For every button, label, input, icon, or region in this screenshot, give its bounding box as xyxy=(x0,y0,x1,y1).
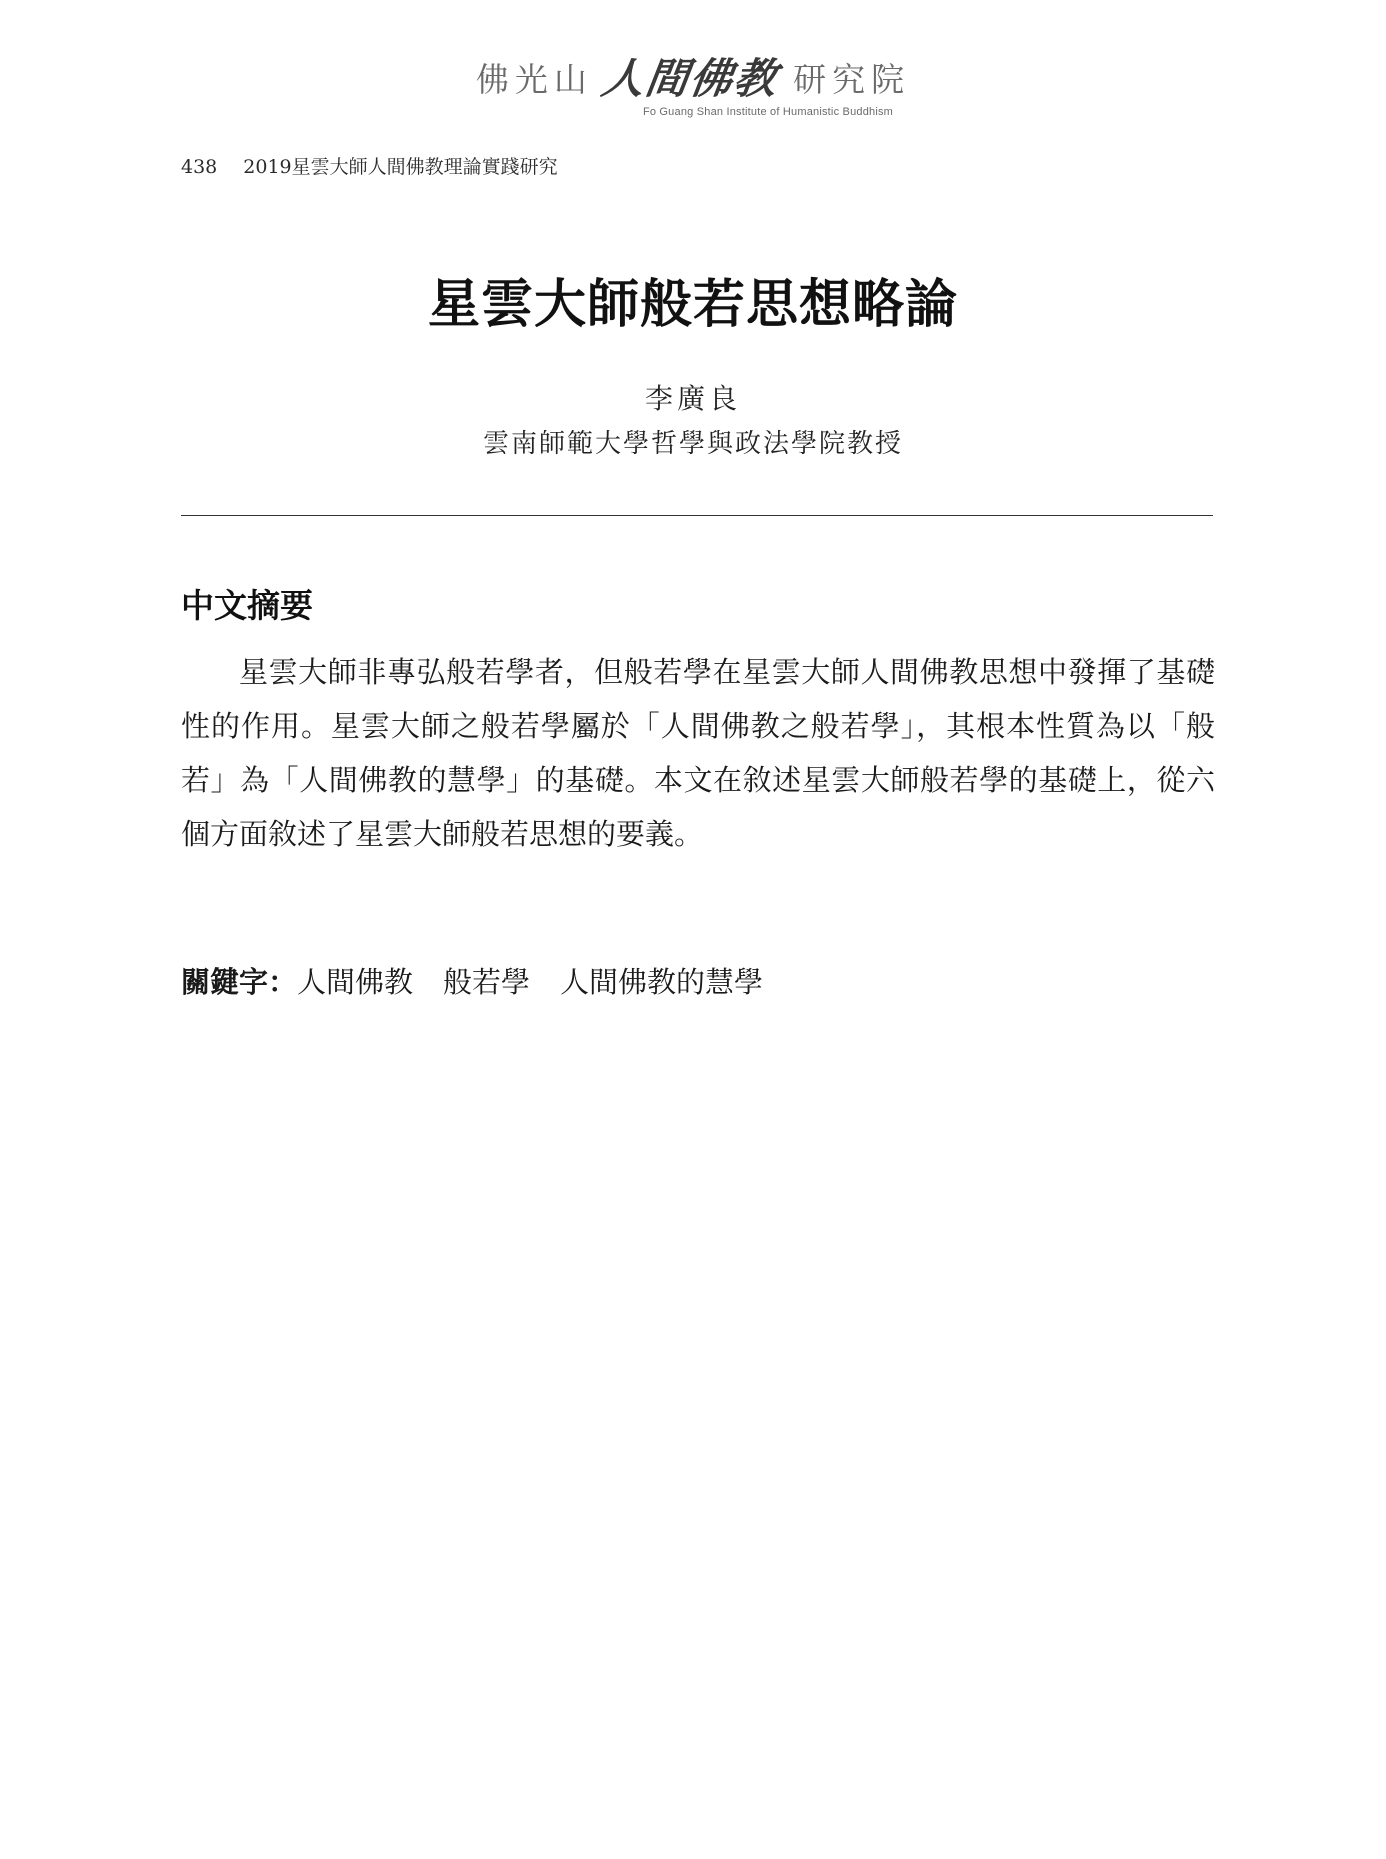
keyword-item: 人間佛教的慧學 xyxy=(560,965,764,999)
abstract-heading: 中文摘要 xyxy=(181,586,313,625)
logo-wordmark xyxy=(475,54,911,103)
article-title: 星雲大師般若思想略論 xyxy=(427,274,958,335)
running-header xyxy=(181,152,558,179)
book-title: 2019星雲大師人間佛教理論實踐研究 xyxy=(243,156,558,178)
page-number: 438 xyxy=(181,156,218,178)
keyword-item: 人間佛教 xyxy=(297,965,414,999)
keywords-label: 關鍵字： xyxy=(181,965,298,999)
author-affiliation: 雲南師範大學哲學與政法學院教授 xyxy=(482,429,903,459)
keyword-item: 般若學 xyxy=(443,965,531,999)
keywords xyxy=(181,960,793,1001)
institute-logo xyxy=(0,54,1386,118)
logo-suffix: 研究院 xyxy=(793,59,911,99)
logo-prefix: 佛光山 xyxy=(475,59,593,99)
divider xyxy=(181,515,1213,516)
abstract-body: 星雲大師非專弘般若學者，但般若學在星雲大師人間佛教思想中發揮了基礎性的作用。星雲大師之般若學屬於「人間佛教之般若學」，其根本性質為以「般若」為「人間佛教的慧學」的基礎。本文在敘述星雲大師般若學的基礎上，從六個方面敘述了星雲大師般若思想的要義。 xyxy=(181,655,1215,851)
author-name: 李廣良 xyxy=(644,382,741,415)
logo-english-name: Fo Guang Shan Institute of Humanistic Buddhism xyxy=(642,106,894,118)
logo-calligraphy: 人間佛教 xyxy=(598,54,782,103)
